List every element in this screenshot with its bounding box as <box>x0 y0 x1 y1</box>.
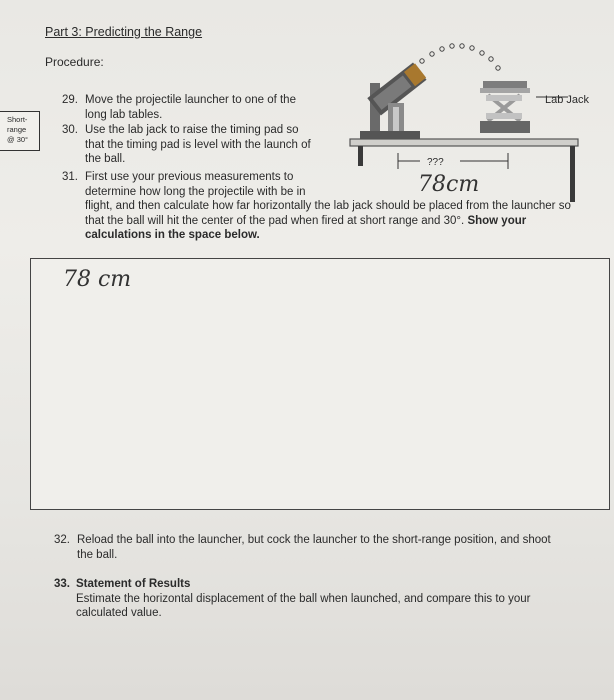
distance-label: ??? <box>427 157 444 168</box>
procedure-label: Procedure: <box>45 55 104 69</box>
handwritten-distance: 78cm <box>418 172 480 197</box>
step-text: long lab tables. <box>85 108 163 121</box>
step-number: 31. <box>62 171 78 183</box>
step-29 <box>62 93 352 123</box>
step-number: 30. <box>62 124 78 136</box>
margin-note-line: Short- <box>7 115 28 124</box>
step-text: the ball. <box>77 548 118 561</box>
lab-jack-icon <box>480 81 530 133</box>
step-31 <box>62 170 607 256</box>
step-text: Use the lab jack to raise the timing pad so <box>85 124 299 136</box>
lab-jack-label: Lab Jack <box>545 94 590 106</box>
answer-box[interactable] <box>30 258 610 510</box>
step-number: 29. <box>62 94 78 106</box>
step-number: 32. <box>54 534 70 546</box>
step-32 <box>54 533 604 563</box>
page-title: Part 3: Predicting the Range <box>45 25 203 39</box>
step-text: calculated value. <box>76 607 162 619</box>
distance-marker <box>398 153 508 169</box>
step-text: First use your previous measurements to <box>85 171 294 183</box>
margin-note-line: range <box>7 125 27 134</box>
step-30 <box>62 123 352 168</box>
step-number: 33. <box>54 578 70 590</box>
step-33 <box>54 577 604 625</box>
margin-note <box>0 111 40 151</box>
step-text: Reload the ball into the launcher, but cock the launcher to the short-range position, and shoot <box>77 534 551 546</box>
step-text: the ball. <box>85 153 126 165</box>
step-text: that the timing pad is level with the launch of <box>85 138 311 151</box>
step-text-bold: Show your <box>467 214 527 227</box>
trajectory-dots <box>420 44 500 70</box>
step-text: that the ball will hit the center of the pad when fired at short range and 30°. <box>85 214 465 227</box>
step-text-bold: calculations in the space below. <box>85 229 260 241</box>
step-text: Estimate the horizontal displacement of the ball when launched, and compare this to your <box>76 592 531 605</box>
step-text: determine how long the projectile with be in <box>85 185 306 198</box>
step-text: flight, and then calculate how far horizontally the lab jack should be placed from the launcher so <box>85 200 571 212</box>
launcher-icon <box>360 62 427 141</box>
margin-note-line: @ 30° <box>7 135 29 144</box>
results-heading: Statement of Results <box>76 578 191 590</box>
handwritten-answer: 78 cm <box>63 267 132 292</box>
step-text: Move the projectile launcher to one of the <box>85 94 296 106</box>
